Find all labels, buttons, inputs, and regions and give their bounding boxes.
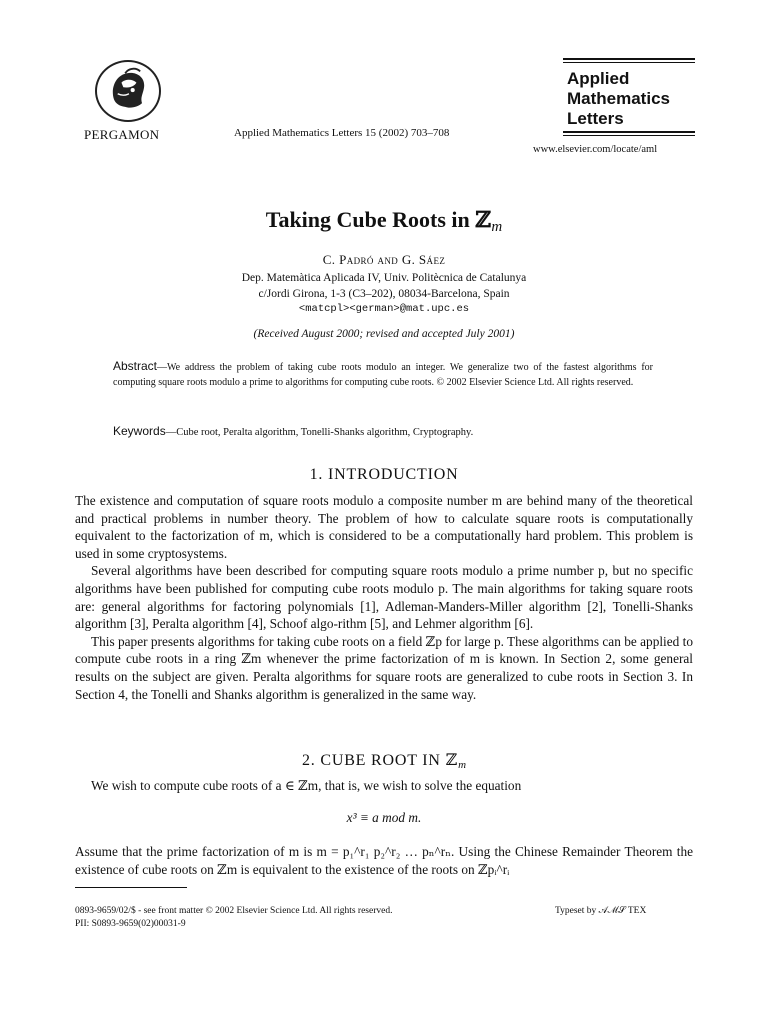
- keywords-text: —Cube root, Peralta algorithm, Tonelli-Shanks algorithm, Cryptography.: [165, 427, 474, 438]
- author-email: <matcpl><german>@mat.upc.es: [298, 303, 470, 315]
- issn-line: 0893-9659/02/$ - see front matter © 2002 Elsevier Science Ltd. All rights reserved.: [75, 906, 393, 916]
- journal-title-line: Mathematics: [567, 89, 670, 108]
- paragraph: We wish to compute cube roots of a ∈ ℤm, that is, we wish to solve the equation: [91, 778, 522, 793]
- footer-notes: [75, 905, 695, 931]
- affiliation-line-1: Dep. Matemàtica Aplicada IV, Univ. Politècnica de Catalunya: [241, 272, 527, 284]
- display-equation: x³ ≡ a mod m.: [346, 810, 422, 825]
- journal-brand: [563, 58, 695, 136]
- paragraph: Assume that the prime factorization of m is m = p₁^r₁ p₂^r₂ … pₙ^rₙ. Using the Chinese Remainder Theorem the existence of cube roots on ℤm is equivalent to the existence of the roots on ℤpᵢ^rᵢ: [75, 844, 693, 877]
- title-text: Taking Cube Roots in: [265, 207, 476, 232]
- pii-line: PII: S0893-9659(02)00031-9: [75, 919, 186, 929]
- brand-top-rule: [563, 58, 695, 60]
- journal-reference: Applied Mathematics Letters 15 (2002) 703–708: [234, 127, 450, 139]
- received-dates: (Received August 2000; revised and accepted July 2001): [253, 328, 515, 340]
- keywords: [113, 424, 653, 438]
- paragraph: This paper presents algorithms for taking cube roots on a field ℤp for large p. These algorithms can be applied to compute cube roots in a ring ℤm whenever the prime factorization of m is known. In Section 2, some general results on the subject are given. Peralta algorithms for square roots are generalized to cube roots in Section 3. In Section 4, the Tonelli and Shanks algorithm is generalized in the same way.: [75, 633, 693, 702]
- section-2-ring-symbol: ℤ: [445, 750, 459, 769]
- abstract-label: Abstract: [113, 359, 158, 373]
- keywords-label: Keywords: [113, 424, 166, 438]
- abstract-text: —We address the problem of taking cube roots modulo an integer. We generalize two of the fastest algorithms for computing square roots modulo a prime to algorithms for computing cube roots. © 2002 Elsevier Science Ltd. All rights reserved.: [113, 362, 653, 388]
- journal-title-line: Letters: [567, 109, 624, 128]
- paragraph: The existence and computation of square roots modulo a composite number m are behind many of the theoretical and practical problems in number theory. The problem of how to calculate square roots is computationally equivalent to the factorization of m, which is considered to be a computationally hard problem. This problem is used in some cryptosystems.: [75, 493, 693, 561]
- section-2-intro: [75, 777, 693, 795]
- section-2-heading: [0, 750, 768, 771]
- athena-head-icon: [97, 62, 159, 120]
- journal-title-line: Applied: [567, 69, 630, 88]
- brand-bottom-rule-thin: [563, 135, 695, 136]
- section-2-body: [75, 843, 693, 878]
- paragraph: Several algorithms have been described for computing square roots modulo a prime number p, but no specific algorithms have been published for computing cube roots modulo p. The main algorithms for taking square roots are: general algorithms for factoring polynomials [1], Adleman-Manders-Miller algorithm [2], Tonelli-Shanks algorithm [3], Peralta algorithm [4], Schoof algo-rithm [5], and Lehmer algorithm [6].: [75, 563, 693, 632]
- author-list: C. Padró and G. Sáez: [322, 252, 446, 267]
- brand-bottom-rule: [563, 131, 695, 133]
- pergamon-logo: [95, 60, 161, 122]
- section-1-heading: 1. INTRODUCTION: [309, 466, 459, 483]
- section-2-subscript: m: [458, 759, 467, 771]
- title-ring-symbol: ℤ: [475, 207, 492, 233]
- affiliation-line-2: c/Jordi Girona, 1-3 (C3–202), 08034-Barcelona, Spain: [258, 288, 510, 300]
- section-2-heading-text: 2. CUBE ROOT IN: [301, 752, 446, 769]
- journal-url[interactable]: www.elsevier.com/locate/aml: [533, 144, 658, 155]
- typeset-credit: Typeset by 𝒜ℳ𝒮 TEX: [555, 906, 647, 916]
- title-subscript: m: [491, 219, 503, 235]
- article-title: [0, 207, 768, 236]
- introduction-body: [75, 492, 693, 703]
- abstract: [113, 359, 653, 390]
- journal-title: [563, 63, 695, 131]
- publisher-name: PERGAMON: [84, 127, 160, 142]
- footnote-rule: [75, 887, 187, 888]
